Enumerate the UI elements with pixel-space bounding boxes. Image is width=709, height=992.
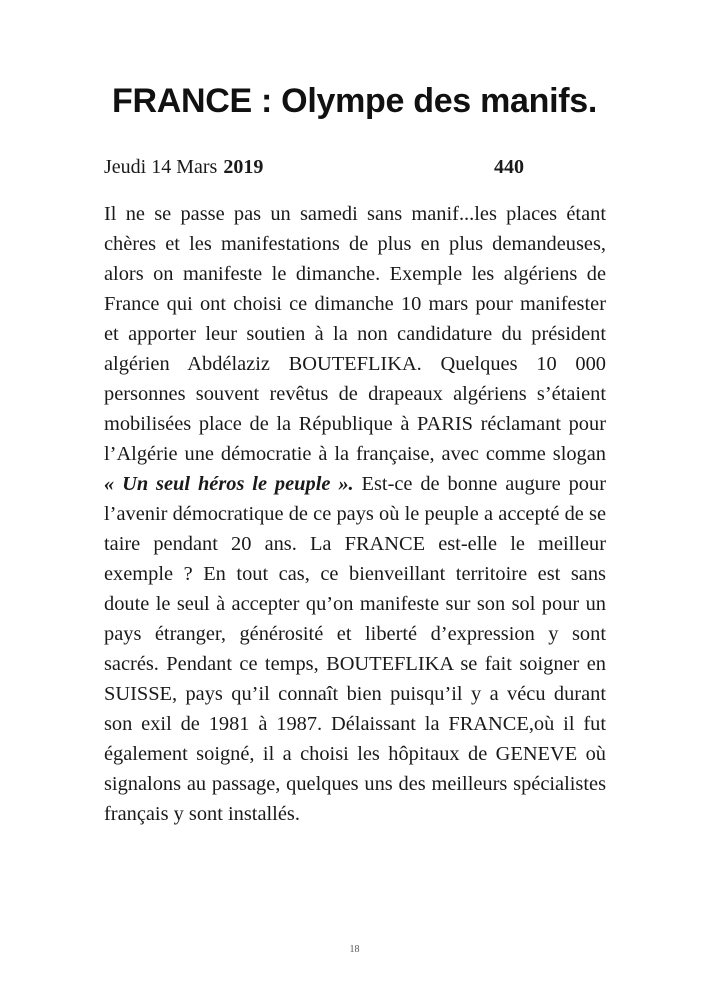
article-number: 440 [494,156,524,178]
article-date: Jeudi 14 Mars [104,156,218,178]
article-meta [104,154,534,180]
article-body-part2: Est-ce de bonne augure pour l’avenir démocratique de ce pays où le peuple a accepté de se taire pendant 20 ans. La FRANCE est-elle le meilleur exemple ? En tout cas, ce bienveillant territoire est sans doute le seul à accepter qu’on manifeste sur son sol pour un pays étranger, générosité et liberté d’expression y sont sacrés. Pendant ce temps, BOUTEFLIKA se fait soigner en SUISSE, pays qu’il connaît bien puisqu’il y a vécu durant son exil de 1981 à 1987. Délaissant la FRANCE,où il fut également soigné, il a choisi les hôpitaux de GENEVE où signalons au passage, quelques uns des meilleurs spécialistes français y sont installés. [104,473,606,825]
article-body-part1: Il ne se passe pas un samedi sans manif...les places étant chères et les manifestations de plus en plus demandeuses, alors on manifeste le dimanche. Exemple les algériens de France qui ont choisi ce dimanche 10 mars pour manifester et apporter leur soutien à la non candidature du président algérien Abdélaziz BOUTEFLIKA. Quelques 10 000 personnes souvent revêtus de drapeaux algériens s’étaient mobilisées place de la République à PARIS réclamant pour l’Algérie une démocratie à la française, avec comme slogan [104,203,606,465]
article-year: 2019 [223,156,264,178]
article-slogan: « Un seul héros le peuple ». [104,473,354,495]
page-number: 18 [349,944,360,955]
article-title: FRANCE : Olympe des manifs. [112,82,597,120]
article-body [104,199,606,829]
article-date-line [104,154,263,180]
